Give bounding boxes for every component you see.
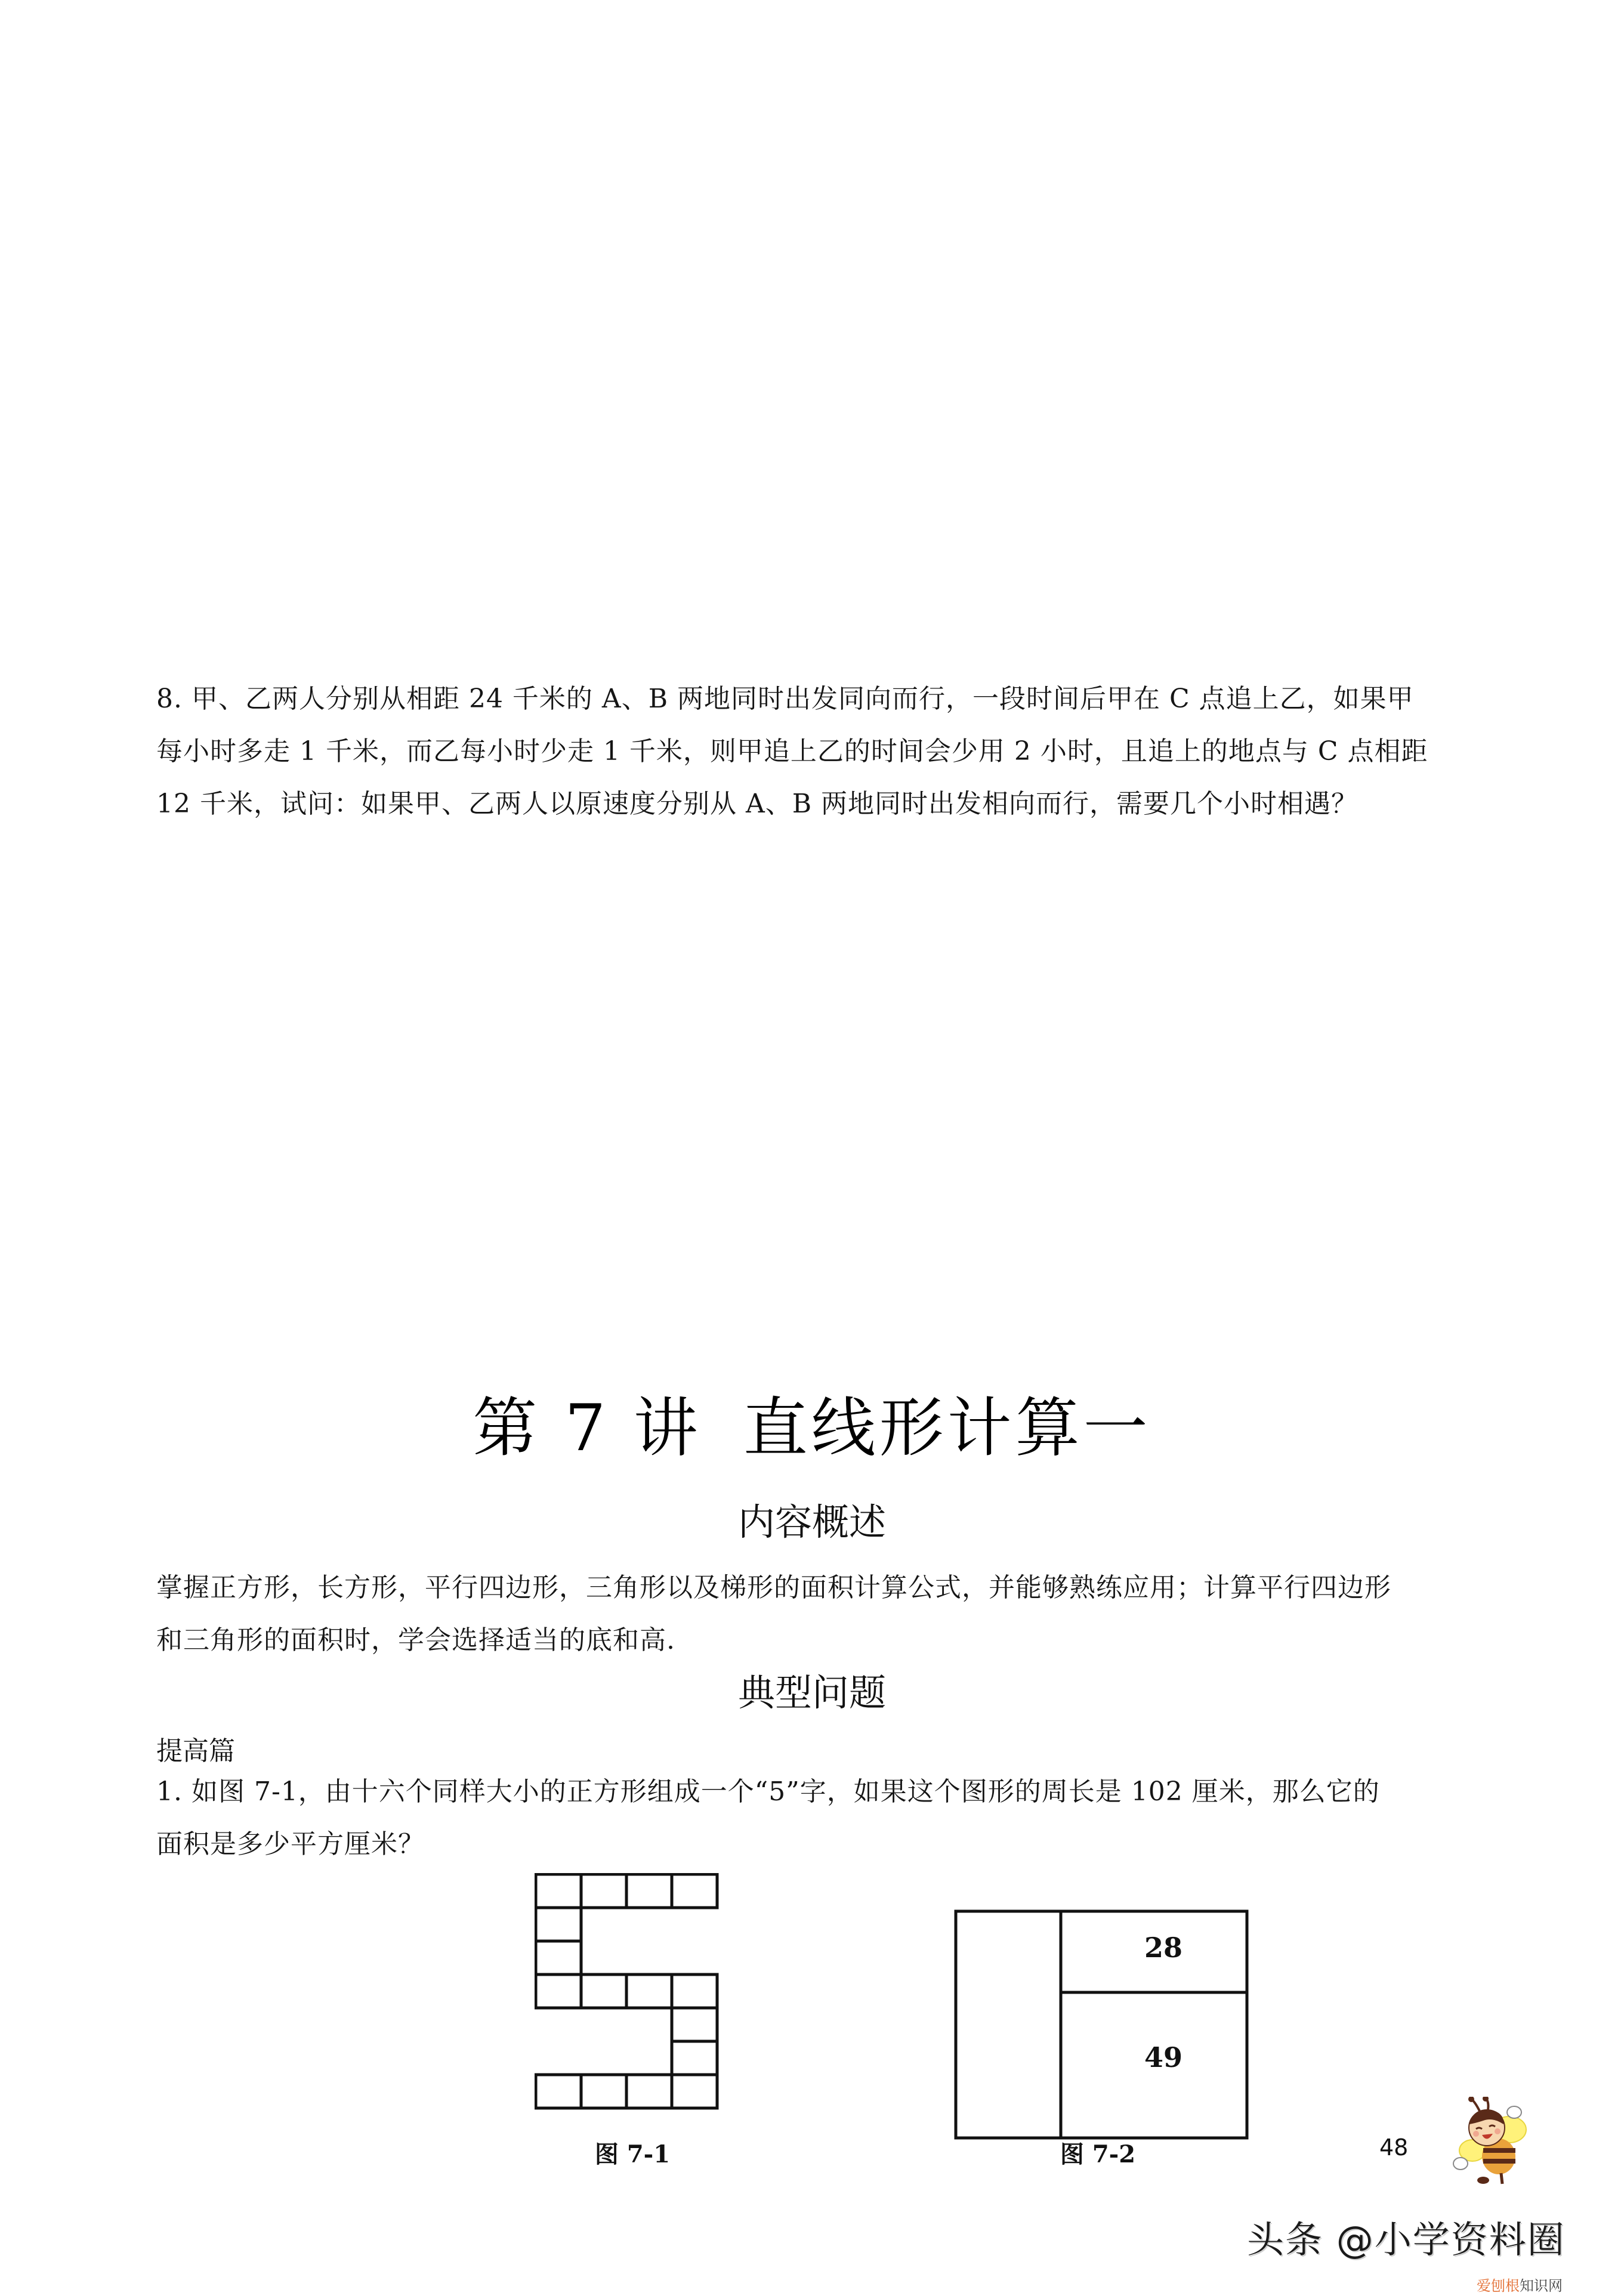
rectangle-split-diagram bbox=[949, 1903, 1253, 2142]
problem-1-line-2: 面积是多少平方厘米？ bbox=[156, 1829, 425, 1859]
problem-8-line-1: 8. 甲、乙两人分别从相距 24 千米的 A、B 两地同时出发同向而行，一段时间后甲在 C 点追上乙，如果甲 bbox=[156, 684, 1414, 714]
typical-problems-heading: 典型问题 bbox=[737, 1671, 886, 1714]
overview-line-2: 和三角形的面积时，学会选择适当的底和高. bbox=[156, 1625, 675, 1655]
problem-1-text bbox=[156, 1766, 1487, 1871]
figure-7-1-caption: 图 7-1 bbox=[594, 2140, 671, 2168]
bee-mascot-icon bbox=[1450, 2097, 1533, 2186]
problem-8-line-3: 12 千米，试问：如果甲、乙两人以原速度分别从 A、B 两地同时出发相向而行，需要几个小时相遇？ bbox=[156, 789, 1359, 819]
problem-1-line-1: 1. 如图 7-1，由十六个同样大小的正方形组成一个“5”字，如果这个图形的周长是 102 厘米，那么它的 bbox=[156, 1776, 1380, 1807]
figure-7-1 bbox=[535, 1873, 720, 2112]
source-watermark: 头条 @小学资料圈 bbox=[1247, 2218, 1566, 2261]
overview-text bbox=[156, 1562, 1487, 1667]
overview-line-1: 掌握正方形，长方形，平行四边形，三角形以及梯形的面积计算公式，并能够熟练应用；计算平行四边形 bbox=[156, 1572, 1391, 1603]
chapter-name: 直线形计算一 bbox=[743, 1391, 1151, 1466]
five-shape-diagram bbox=[535, 1873, 720, 2112]
level-heading: 提高篇 bbox=[156, 1736, 235, 1766]
site-mark-accent: 爱刨根 bbox=[1477, 2278, 1520, 2294]
problem-8-text bbox=[156, 673, 1487, 830]
overview-heading: 内容概述 bbox=[737, 1500, 886, 1544]
area-label-49: 49 bbox=[1144, 2041, 1183, 2073]
page-number: 48 bbox=[1379, 2134, 1409, 2161]
site-mark-rest: 知识网 bbox=[1520, 2278, 1563, 2294]
area-label-28: 28 bbox=[1144, 1932, 1183, 1964]
problem-8-line-2: 每小时多走 1 千米，而乙每小时少走 1 千米，则甲追上乙的时间会少用 2 小时，且追上的地点与 C 点相距 bbox=[156, 736, 1428, 767]
site-mark bbox=[1477, 2274, 1563, 2295]
figure-7-2 bbox=[949, 1903, 1253, 2142]
chapter-title bbox=[0, 1390, 1624, 1467]
chapter-number: 第 7 讲 bbox=[473, 1391, 702, 1466]
figure-7-2-caption: 图 7-2 bbox=[1060, 2140, 1136, 2168]
